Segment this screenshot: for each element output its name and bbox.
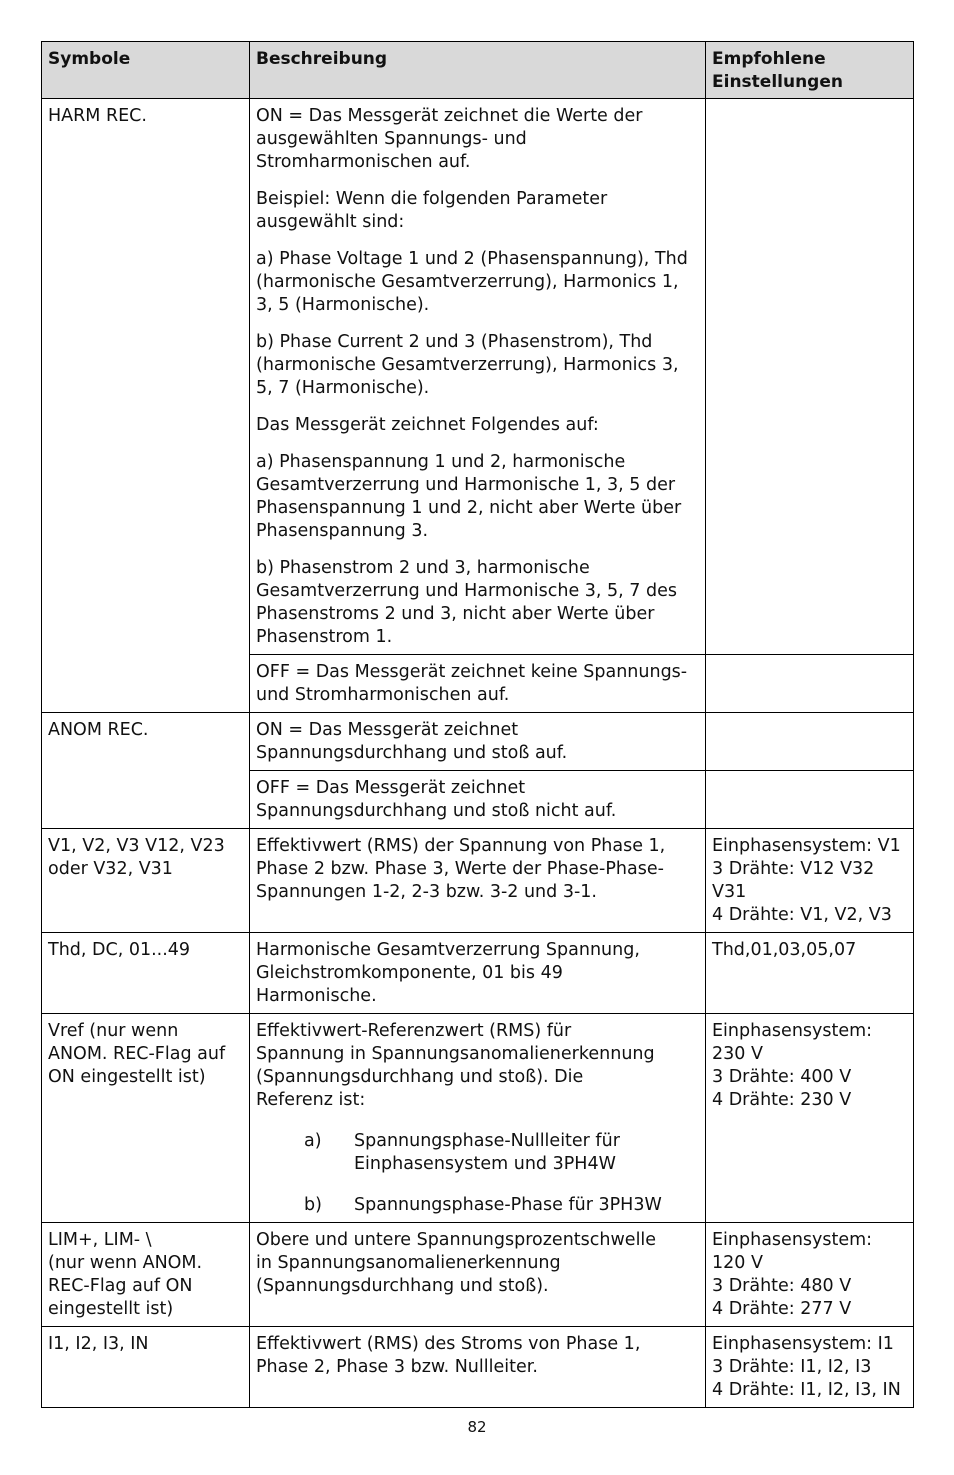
symbol-cell: I1, I2, I3, IN: [42, 1327, 250, 1408]
harm-example-a: a) Phase Voltage 1 und 2 (Phasenspannung), Thd (harmonische Gesamtverzerrung), Harmonics 1, 3, 5 (Harmonische).: [256, 249, 688, 315]
description-cell: Obere und untere Spannungsprozentschwelle in Spannungsanomalienerkennung (Spannungsdurchhang und stoß).: [250, 1223, 706, 1327]
symbol-cell: HARM REC.: [42, 99, 250, 713]
recommended-cell: Einphasensystem: 230 V 3 Drähte: 400 V 4 Drähte: 230 V: [706, 1014, 914, 1223]
vref-description: Effektivwert-Referenzwert (RMS) für Spannung in Spannungsanomalienerkennung (Spannungsdurchhang und stoß). Die Referenz ist:: [256, 1021, 655, 1110]
description-cell: [250, 99, 706, 655]
list-item-text: Spannungsphase-Phase für 3PH3W: [354, 1195, 662, 1215]
symbol-cell: Thd, DC, 01...49: [42, 933, 250, 1014]
list-item-label: a): [304, 1131, 322, 1151]
symbol-cell: LIM+, LIM- \ (nur wenn ANOM. REC-Flag auf ON eingestellt ist): [42, 1223, 250, 1327]
recommended-cell: Einphasensystem: 120 V 3 Drähte: 480 V 4 Drähte: 277 V: [706, 1223, 914, 1327]
description-cell: ON = Das Messgerät zeichnet Spannungsdurchhang und stoß auf.: [250, 713, 706, 771]
harm-records-intro: Das Messgerät zeichnet Folgendes auf:: [256, 415, 599, 435]
header-empfohlene-einstellungen: Empfohlene Einstellungen: [706, 42, 914, 99]
harm-example-b: b) Phase Current 2 und 3 (Phasenstrom), Thd (harmonische Gesamtverzerrung), Harmonics 3, 5, 7 (Harmonische).: [256, 332, 679, 398]
table-header-row: [42, 42, 914, 99]
table-row: [42, 1223, 914, 1327]
description-cell: OFF = Das Messgerät zeichnet keine Spannungs- und Stromharmonischen auf.: [250, 655, 706, 713]
table-row: [42, 1327, 914, 1408]
list-item-label: b): [304, 1195, 322, 1215]
description-cell: [250, 1014, 706, 1223]
table-row: [42, 1014, 914, 1223]
recommended-cell: Einphasensystem: I1 3 Drähte: I1, I2, I3 4 Drähte: I1, I2, I3, IN: [706, 1327, 914, 1408]
description-cell: Effektivwert (RMS) der Spannung von Phase 1, Phase 2 bzw. Phase 3, Werte der Phase-Phase- Spannungen 1-2, 2-3 bzw. 3-2 und 3-1.: [250, 829, 706, 933]
table-row: [42, 99, 914, 655]
harm-on-text: ON = Das Messgerät zeichnet die Werte der ausgewählten Spannungs- und Stromharmonischen auf.: [256, 106, 643, 172]
recommended-cell: Einphasensystem: V1 3 Drähte: V12 V32 V31 4 Drähte: V1, V2, V3: [706, 829, 914, 933]
recommended-cell: [706, 713, 914, 771]
symbol-cell: V1, V2, V3 V12, V23 oder V32, V31: [42, 829, 250, 933]
header-beschreibung: Beschreibung: [250, 42, 706, 99]
table-row: [42, 829, 914, 933]
harm-example-intro: Beispiel: Wenn die folgenden Parameter ausgewählt sind:: [256, 189, 608, 232]
recommended-cell: [706, 655, 914, 713]
symbol-cell: ANOM REC.: [42, 713, 250, 829]
list-item: [256, 1194, 699, 1217]
description-cell: Harmonische Gesamtverzerrung Spannung, Gleichstromkomponente, 01 bis 49 Harmonische.: [250, 933, 706, 1014]
table-row: [42, 933, 914, 1014]
settings-table: [41, 41, 914, 1408]
harm-records-b: b) Phasenstrom 2 und 3, harmonische Gesamtverzerrung und Harmonische 3, 5, 7 des Phasenstroms 2 und 3, nicht aber Werte über Phasenstrom 1.: [256, 558, 677, 647]
table-row: [42, 713, 914, 771]
description-cell: Effektivwert (RMS) des Stroms von Phase 1, Phase 2, Phase 3 bzw. Nullleiter.: [250, 1327, 706, 1408]
harm-records-a: a) Phasenspannung 1 und 2, harmonische Gesamtverzerrung und Harmonische 1, 3, 5 der Phasenspannung 1 und 2, nicht aber Werte über Phasenspannung 3.: [256, 452, 682, 541]
list-item: [256, 1130, 699, 1176]
recommended-cell: Thd,01,03,05,07: [706, 933, 914, 1014]
header-symbole: Symbole: [42, 42, 250, 99]
symbol-cell: Vref (nur wenn ANOM. REC-Flag auf ON eingestellt ist): [42, 1014, 250, 1223]
page-number: 82: [467, 1418, 487, 1436]
recommended-cell: [706, 771, 914, 829]
description-cell: OFF = Das Messgerät zeichnet Spannungsdurchhang und stoß nicht auf.: [250, 771, 706, 829]
recommended-cell: [706, 99, 914, 655]
list-item-text: Spannungsphase-Nullleiter für Einphasensystem und 3PH4W: [354, 1131, 620, 1174]
